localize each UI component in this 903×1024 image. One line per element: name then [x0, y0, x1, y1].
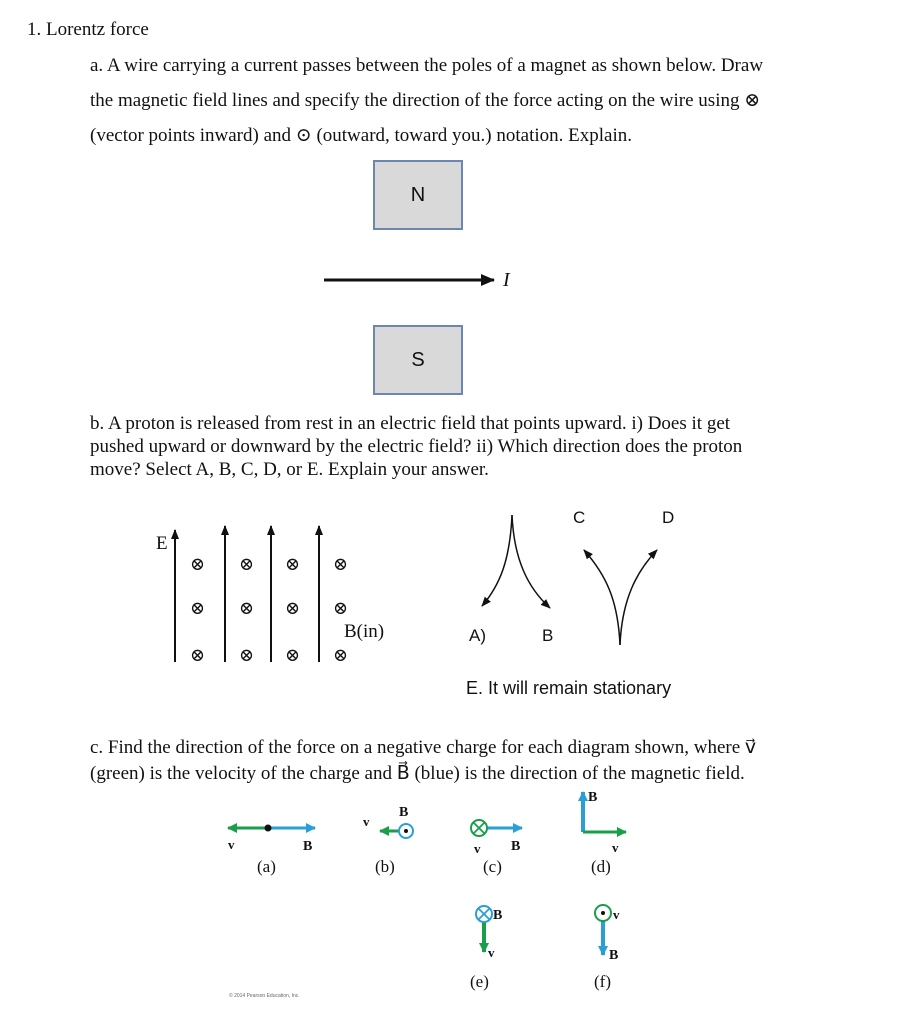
cross-r3-c2: ⊗	[239, 645, 255, 665]
diagram-f-b-label: B⃗	[609, 948, 630, 963]
diagram-c-b-label: B⃗	[511, 839, 532, 854]
diagram-f-v-label: v⃗	[613, 907, 630, 922]
cross-r2-c3: ⊗	[285, 598, 301, 618]
option-e-label: E. It will remain stationary	[466, 678, 672, 698]
caption-c: (c)	[483, 857, 502, 876]
cross-r3-c3: ⊗	[285, 645, 301, 665]
diagram-a	[228, 825, 315, 832]
part-a-line-2: the magnetic field lines and specify the direction of the force acting on the wire using ⊗	[90, 90, 761, 111]
diagram-b	[380, 824, 413, 838]
cross-r2-c2: ⊗	[239, 598, 255, 618]
e-field-label: E	[156, 533, 168, 554]
part-c-line-1: c. Find the direction of the force on a negative charge for each diagram shown, where v⃗	[90, 737, 757, 758]
part-a-line-3: (vector points inward) and ⊙ (outward, toward you.) notation. Explain.	[90, 125, 632, 146]
diagram-d-b-label: B⃗	[588, 790, 609, 805]
cross-r3-c1: ⊗	[190, 645, 206, 665]
option-c-label: C	[573, 508, 586, 527]
cross-r2-c4: ⊗	[333, 598, 349, 618]
cross-r1-c4: ⊗	[333, 554, 349, 574]
problem-heading: 1. Lorentz force	[27, 19, 149, 40]
diagram-b-b-label: B⃗	[399, 805, 420, 820]
part-b-line-2: pushed upward or downward by the electric field? ii) Which direction does the proton	[90, 436, 743, 457]
diagram-a-b-label: B⃗	[303, 839, 324, 854]
caption-b: (b)	[375, 857, 395, 876]
caption-d: (d)	[591, 857, 611, 876]
copyright-notice: © 2014 Pearson Education, Inc.	[229, 993, 300, 999]
trajectory-c-d	[584, 550, 657, 645]
cross-r3-c4: ⊗	[333, 645, 349, 665]
part-a-line-1: a. A wire carrying a current passes between the poles of a magnet as shown below. Draw	[90, 55, 764, 76]
cross-r1-c2: ⊗	[239, 554, 255, 574]
trajectory-a-b	[482, 515, 550, 608]
part-b-line-1: b. A proton is released from rest in an electric field that points upward. i) Does it get	[90, 413, 731, 434]
electric-field-lines	[175, 526, 319, 662]
caption-f: (f)	[594, 972, 611, 991]
cross-r1-c3: ⊗	[285, 554, 301, 574]
diagram-c	[471, 820, 522, 836]
diagram-d-v-label: v⃗	[612, 840, 629, 855]
part-c-line-2: (green) is the velocity of the charge and B⃗ (blue) is the direction of the magnetic field.	[90, 763, 745, 784]
south-label: S	[411, 348, 425, 371]
caption-a: (a)	[257, 857, 276, 876]
part-b-line-3: move? Select A, B, C, D, or E. Explain your answer.	[90, 459, 489, 480]
option-d-label: D	[662, 508, 675, 527]
current-label: I	[503, 269, 510, 291]
diagram-e-v-label: v⃗	[488, 945, 505, 960]
cross-r2-c1: ⊗	[190, 598, 206, 618]
diagram-a-v-label: v⃗	[228, 837, 245, 852]
cross-r1-c1: ⊗	[190, 554, 206, 574]
diagram-b-v-label: v⃗	[363, 814, 380, 829]
caption-e: (e)	[470, 972, 489, 991]
option-b-label: B	[542, 626, 554, 645]
north-label: N	[410, 183, 426, 206]
diagram-c-v-label: v⃗	[474, 841, 491, 856]
b-field-label: B(in)	[344, 621, 385, 642]
diagram-e-b-label: B⃗	[493, 908, 514, 923]
option-a-label: A)	[469, 626, 486, 645]
